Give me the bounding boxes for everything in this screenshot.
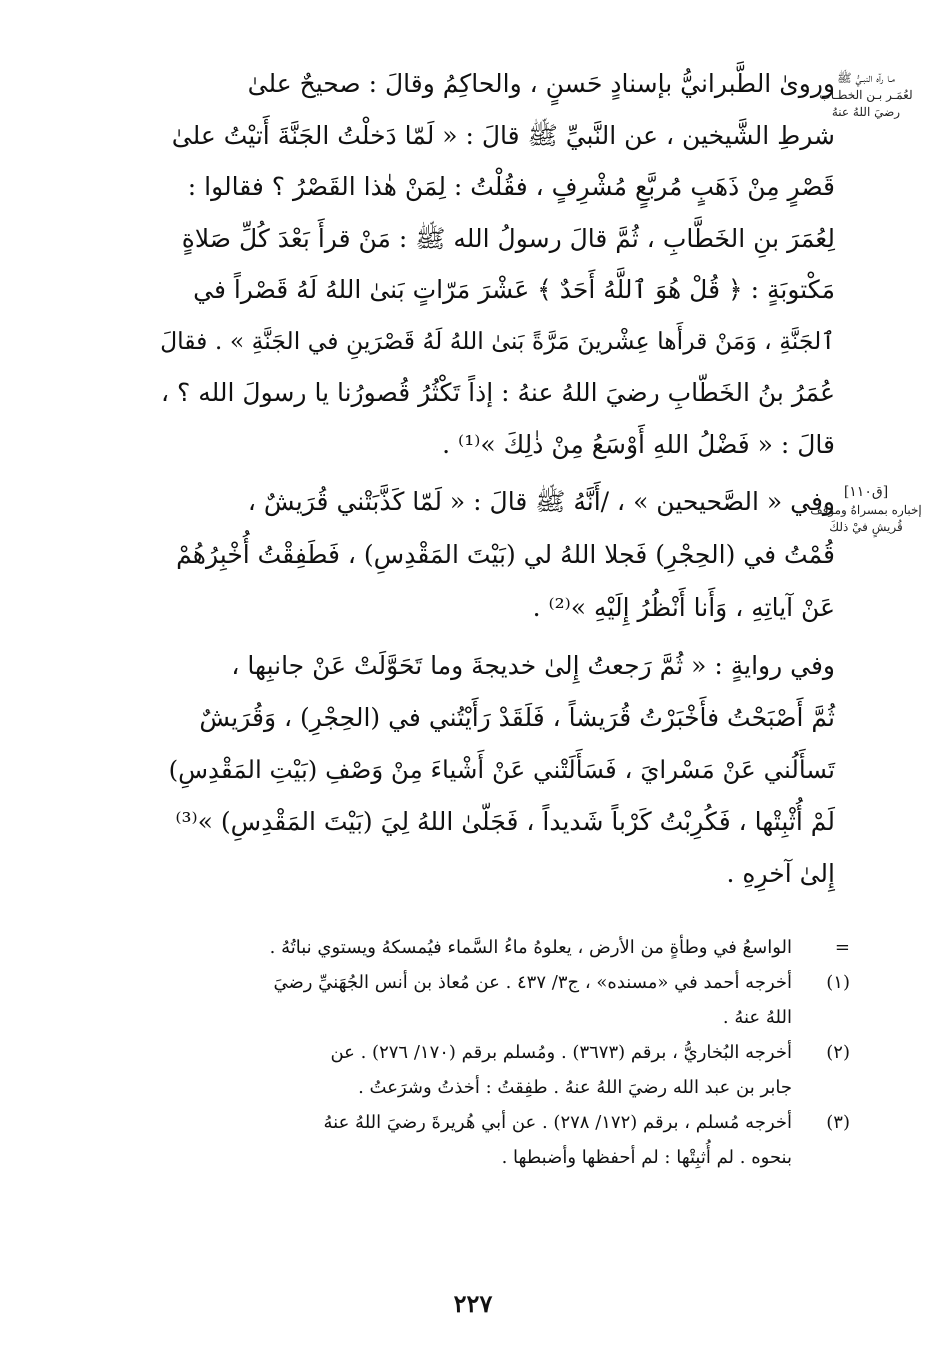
footnote-number: = xyxy=(834,937,850,958)
footnote-line: اللهُ عنهُ . xyxy=(722,1007,792,1028)
margin-note-line: لعُمَـر بـن الخطـاب xyxy=(819,88,913,102)
text-line: ٱلجَنَّةِ ، وَمَنْ قرأَها عِشْرينَ مَرَّةً بَنىٰ اللهُ لَهُ قَصْرَينِ في الجَنَّةِ » . فقالَ xyxy=(160,326,835,355)
page-number: ٢٢٧ xyxy=(453,1289,493,1318)
text-line: إِلىٰ آخرِهِ . xyxy=(726,859,835,888)
paragraph-tabarani xyxy=(160,58,835,470)
margin-note-line: قُريشٍ فيْ ذلكَ xyxy=(829,520,903,534)
margin-note-line: مـا رآه النبـيُّ ﷺ xyxy=(837,71,895,85)
footnote-number: (٢) xyxy=(826,1042,850,1063)
paragraph-sahihain xyxy=(160,475,835,634)
text-line: وروىٰ الطَّبرانيُّ بإسنادٍ حَسنٍ ، والحاكِمُ وقالَ : صحيحٌ علىٰ xyxy=(247,69,835,98)
footnote-line: أخرجه مُسلم ، برقم (١٧٢/ ٢٧٨) . عن أبي هُريرةَ رضيَ اللهُ عنهُ xyxy=(323,1112,792,1133)
footnote-number: (١) xyxy=(826,972,850,993)
footnote-2 xyxy=(160,1035,850,1105)
text-line: قالَ : « فَضْلُ اللهِ أَوْسَعُ مِنْ ذٰلِكَ »⁽¹⁾ . xyxy=(442,429,835,459)
text-line: قُمْتُ في (الحِجْرِ) فَجلا اللهُ لي (بَيْتَ المَقْدِسِ) ، فَطَفِقْتُ أُخْبِرُهُمْ xyxy=(176,540,835,569)
footnote-line: أخرجه البُخاريُّ ، برقم (٣٦٧٣) . ومُسلم برقم (١٧٠/ ٢٧٦) . عن xyxy=(330,1042,792,1063)
footnote-3 xyxy=(160,1105,850,1175)
footnote-line: الواسعُ في وطأةٍ من الأرض ، يعلوهُ ماءُ السَّماء فيُمسكهُ ويستوي نباتُهُ . xyxy=(269,937,792,958)
margin-note-line: إخباره بمسراهُ وموقف xyxy=(810,503,922,517)
text-line: عَنْ آياتِهِ ، وَأَنا أَنْظُرُ إِلَيْهِ »⁽²⁾ . xyxy=(532,593,835,622)
text-line: عُمَرُ بنُ الخَطّابِ رضيَ اللهُ عنهُ : إذاً تَكْثُرُ قُصورُنا يا رسولَ الله ؟ ، xyxy=(160,378,835,407)
text-line: شرطِ الشَّيخين ، عن النَّبيِّ ﷺ قالَ : « لَمّا دَخلْتُ الجَنَّةَ أَتيْتُ علىٰ xyxy=(171,120,835,150)
paragraph-riwaya xyxy=(160,640,835,900)
footnote-continuation xyxy=(160,930,850,965)
manuscript-folio-ref: [ق١١٠] xyxy=(843,484,889,500)
footnote-number: (٣) xyxy=(826,1112,850,1133)
margin-note-line: رضيَ اللهُ عنهُ xyxy=(831,105,901,119)
text-line: وفي « الصَّحيحين » ، /أَنَّهُ ﷺ قالَ : « لَمّا كَذَّبَتْني قُرَيشٌ ، xyxy=(247,487,835,516)
text-line: قَصْرٍ مِنْ ذَهَبٍ مُربَّعٍ مُشْرِفٍ ، فقُلْتُ : لِمَنْ هٰذا القَصْرُ ؟ فقالوا : xyxy=(187,172,835,201)
text-line: مَكْتوبَةٍ : ﴿ قُلْ هُوَ ٱللَّهُ أَحَدٌ ﴾ عَشْرَ مَرّاتٍ بَنىٰ اللهُ لَهُ قَصْراً في xyxy=(193,275,835,304)
text-line: لَمْ أُثْبِتْها ، فَكُرِبْتُ كَرْباً شَديداً ، فَجَلّىٰ اللهُ لِيَ (بَيْتَ المَقْدِسِ) »⁽³⁾ xyxy=(175,807,835,836)
footnote-line: جابر بن عبد الله رضيَ اللهُ عنهُ . طفِقتُ : أخذتُ وشرَعتُ . xyxy=(358,1077,792,1098)
footnotes xyxy=(160,930,850,1175)
text-line: وفي روايةٍ : « ثُمَّ رَجعتُ إِلىٰ خديجةَ وما تَحَوَّلَتْ عَنْ جانبِها ، xyxy=(231,651,835,680)
text-line: تَسأَلُني عَنْ مَسْرايَ ، فَسَأَلَتْني عَنْ أَشْياءَ مِنْ وَصْفِ (بَيْتِ المَقْدِسِ) xyxy=(168,755,835,784)
footnote-1 xyxy=(160,965,850,1035)
footnote-line: أخرجه أحمد في «مسنده» ، ج٣/ ٤٣٧ . عن مُعاذ بن أنس الجُهَنيِّ رضيَ xyxy=(273,972,792,993)
text-line: ثُمَّ أَصْبَحْتُ فأَخْبَرْتُ قُرَيشاً ، فَلَقَدْ رَأَيْتُني في (الحِجْرِ) ، وَقُرَيشٌ xyxy=(199,703,835,732)
text-line: لِعُمَرَ بنِ الخَطَّابِ ، ثُمَّ قالَ رسولُ الله ﷺ : مَنْ قرأَ بَعْدَ كُلِّ صَلاةٍ xyxy=(181,223,835,253)
footnote-line: بنحوه . لم أُثبِتْها : لم أحفظها وأضبطها . xyxy=(501,1147,792,1168)
